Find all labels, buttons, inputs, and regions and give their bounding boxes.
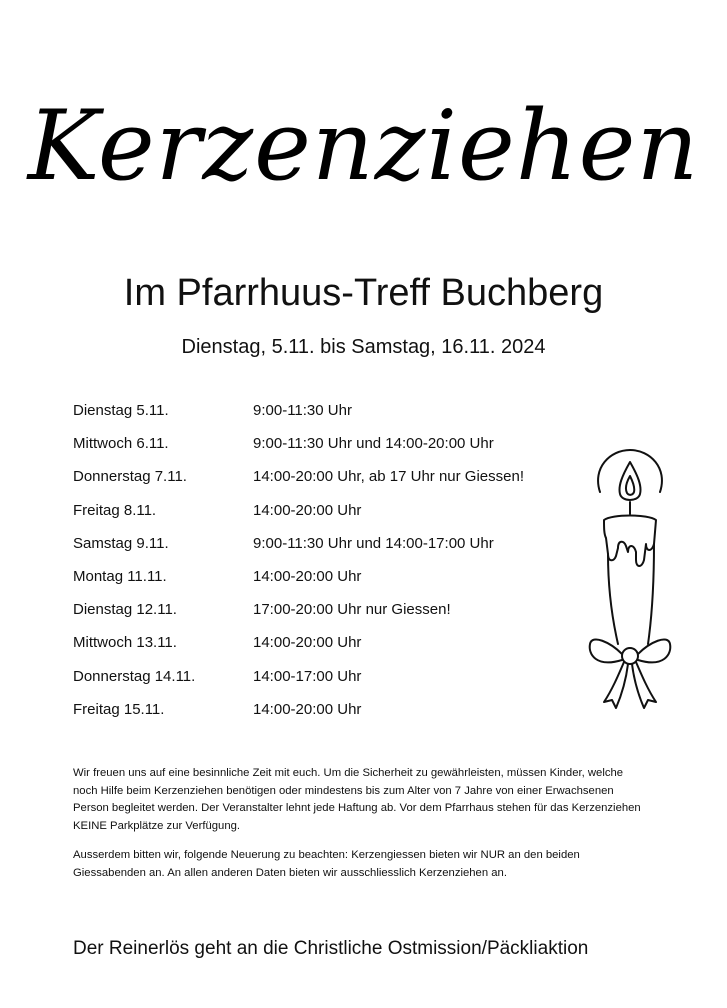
- schedule-list: [73, 398, 573, 730]
- schedule-day: Donnerstag 7.11.: [73, 468, 187, 486]
- schedule-row: [73, 398, 573, 431]
- halo-icon: [598, 450, 662, 492]
- schedule-time: 14:00-20:00 Uhr: [253, 501, 362, 519]
- schedule-time: 14:00-20:00 Uhr: [253, 700, 362, 718]
- schedule-day: Donnerstag 14.11.: [73, 667, 196, 685]
- schedule-day: Mittwoch 13.11.: [73, 634, 177, 652]
- schedule-row: [73, 697, 573, 730]
- schedule-day: Montag 11.11.: [73, 567, 167, 585]
- info-paragraph: Ausserdem bitten wir, folgende Neuerung zu beachten: Kerzengiessen bieten wir NUR an den beiden Giessabenden an. An allen anderen Daten bieten wir ausschliesslich Kerzenziehen an.: [73, 849, 580, 879]
- schedule-time: 14:00-20:00 Uhr, ab 17 Uhr nur Giessen!: [253, 468, 524, 486]
- schedule-day: Dienstag 5.11.: [73, 402, 169, 419]
- schedule-day: Freitag 15.11.: [73, 700, 165, 718]
- schedule-row: [73, 531, 573, 564]
- schedule-row: [73, 498, 573, 531]
- candle-illustration: [582, 448, 678, 712]
- schedule-row: [73, 431, 573, 464]
- schedule-day: Freitag 8.11.: [73, 501, 157, 519]
- date-range: Dienstag, 5.11. bis Samstag, 16.11. 2024: [181, 336, 546, 358]
- schedule-row: [73, 597, 573, 630]
- schedule-time: 14:00-20:00 Uhr: [253, 567, 362, 585]
- footer-note: Der Reinerlös geht an die Christliche Ostmission/Päckliaktion: [73, 938, 589, 959]
- page-title: Kerzenziehen: [27, 90, 700, 202]
- schedule-time: 14:00-20:00 Uhr: [253, 634, 362, 652]
- schedule-time: 9:00-11:30 Uhr und 14:00-17:00 Uhr: [253, 534, 494, 552]
- info-text: [73, 765, 643, 894]
- schedule-day: Mittwoch 6.11.: [73, 435, 169, 453]
- schedule-row: [73, 664, 573, 697]
- schedule-time: 14:00-17:00 Uhr: [253, 667, 362, 685]
- schedule-time: 17:00-20:00 Uhr nur Giessen!: [253, 601, 451, 619]
- schedule-time: 9:00-11:30 Uhr: [253, 402, 352, 419]
- info-paragraph: Wir freuen uns auf eine besinnliche Zeit mit euch. Um die Sicherheit zu gewährleisten, müssen Kinder, welche noch Hilfe beim Kerzenziehen benötigen oder mindestens bis zum Alter von 7 Jahre von einer Erwachsenen Person begleitet werden. Der Veranstalter lehnt jede Haftung ab. Vor dem Pfarrhaus stehen für das Kerzenziehen KEINE Parkplätze zur Verfügung.: [73, 767, 641, 832]
- schedule-row: [73, 630, 573, 663]
- schedule-time: 9:00-11:30 Uhr und 14:00-20:00 Uhr: [253, 435, 494, 453]
- schedule-day: Samstag 9.11.: [73, 534, 169, 552]
- location-subtitle: Im Pfarrhuus-Treff Buchberg: [123, 272, 604, 314]
- schedule-row: [73, 464, 573, 497]
- schedule-row: [73, 564, 573, 597]
- schedule-day: Dienstag 12.11.: [73, 601, 177, 619]
